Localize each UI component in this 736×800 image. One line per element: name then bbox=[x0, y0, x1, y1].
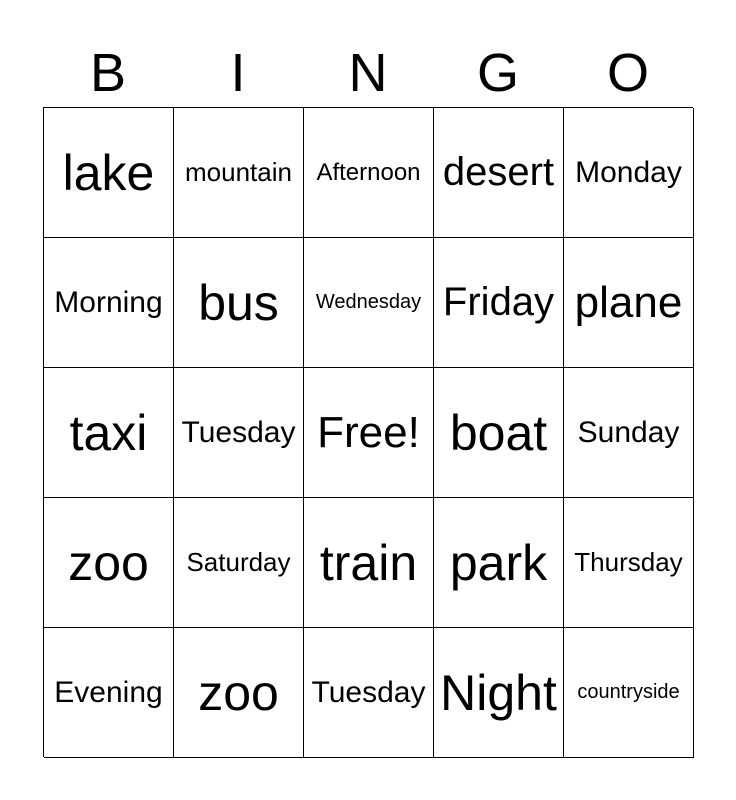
bingo-cell[interactable]: taxi bbox=[44, 368, 174, 498]
header-letter-o: O bbox=[606, 43, 649, 103]
bingo-cell[interactable]: Saturday bbox=[174, 498, 304, 628]
bingo-cell[interactable]: zoo bbox=[44, 498, 174, 628]
bingo-cell[interactable]: train bbox=[304, 498, 434, 628]
bingo-cell[interactable]: desert bbox=[434, 108, 564, 238]
bingo-cell[interactable]: boat bbox=[434, 368, 564, 498]
bingo-cell[interactable]: Monday bbox=[564, 108, 694, 238]
bingo-cell[interactable]: Friday bbox=[434, 238, 564, 368]
bingo-cell[interactable]: lake bbox=[44, 108, 174, 238]
bingo-header bbox=[43, 38, 693, 108]
bingo-cell[interactable]: Night bbox=[434, 628, 564, 758]
bingo-cell[interactable]: Sunday bbox=[564, 368, 694, 498]
bingo-cell[interactable]: countryside bbox=[564, 628, 694, 758]
bingo-cell[interactable]: park bbox=[434, 498, 564, 628]
bingo-cell[interactable]: zoo bbox=[174, 628, 304, 758]
header-letter-n: N bbox=[348, 43, 388, 103]
bingo-cell-free[interactable]: Free! bbox=[304, 368, 434, 498]
bingo-cell[interactable]: Afternoon bbox=[304, 108, 434, 238]
bingo-cell[interactable]: Evening bbox=[44, 628, 174, 758]
header-letter-b: B bbox=[89, 43, 127, 103]
bingo-cell[interactable]: Morning bbox=[44, 238, 174, 368]
bingo-cell[interactable]: Tuesday bbox=[304, 628, 434, 758]
bingo-cell[interactable]: Tuesday bbox=[174, 368, 304, 498]
bingo-cell[interactable]: bus bbox=[174, 238, 304, 368]
bingo-cell[interactable]: plane bbox=[564, 238, 694, 368]
bingo-grid bbox=[43, 107, 693, 757]
bingo-cell[interactable]: mountain bbox=[174, 108, 304, 238]
bingo-cell[interactable]: Wednesday bbox=[304, 238, 434, 368]
header-letter-g: G bbox=[476, 43, 519, 103]
header-letter-i: I bbox=[230, 43, 246, 103]
bingo-cell[interactable]: Thursday bbox=[564, 498, 694, 628]
